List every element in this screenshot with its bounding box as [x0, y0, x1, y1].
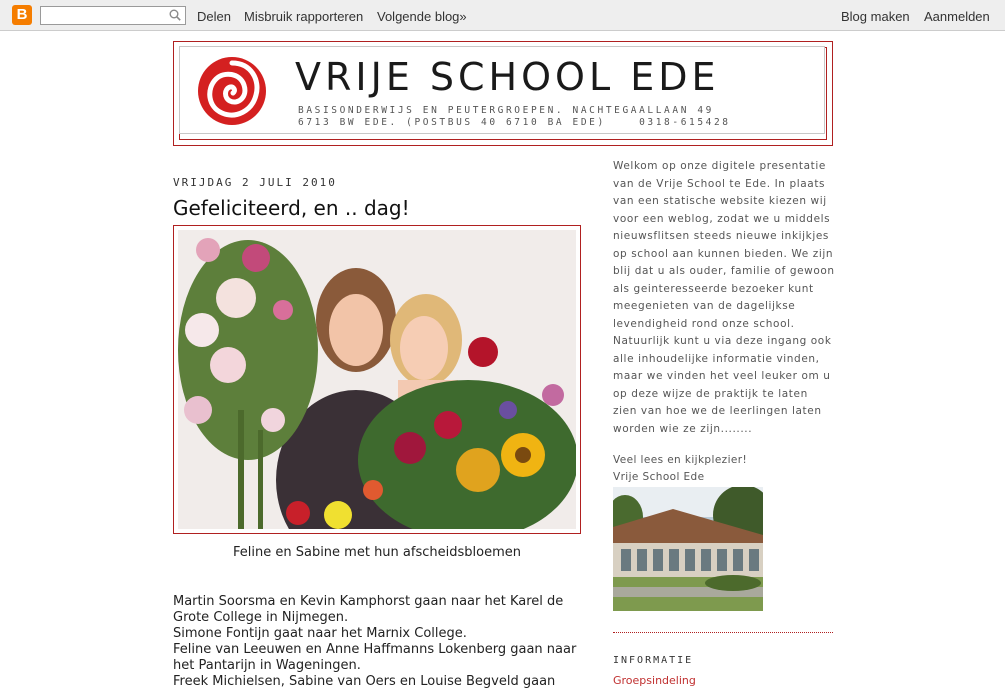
description-line: 6713 BW EDE. (POSTBUS 40 6710 BA EDE) 0318-615428 [298, 117, 731, 128]
sidebar [613, 158, 835, 687]
school-building-photo[interactable] [613, 487, 763, 611]
post-paragraph: Martin Soorsma en Kevin Kamphorst gaan naar het Karel de Grote College in Nijmegen. [173, 594, 564, 625]
sidebar-divider [613, 632, 833, 633]
rose-logo-icon [196, 55, 268, 127]
blogger-navbar [0, 0, 1005, 31]
blog-header [173, 41, 833, 146]
intro-text: Welkom op onze digitele presentatie van de Vrije School te Ede. In plaats van een statische website kiezen wij voor een weblog, zodat we u middels nieuwsflitsen steeds nieuwe inkijkjes op school aan kunnen bieden. We zijn blij dat u als ouder, familie of gewoon als geinteresseerde bezoeker kunt meegenieten van de dagelijkse levendigheid rond onze school. Natuurlijk kunt u via deze ingang ook alle inhoudelijke informatie vinden, maar we vinden het veel leuker om u op deze wijze de praktijk te laten zien van hoe we de leerlingen laten worden wie ze zijn........ [613, 160, 835, 435]
widget-title: INFORMATIE [613, 655, 694, 666]
description-line: BASISONDERWIJS EN PEUTERGROEPEN. NACHTEGAALLAAN 49 [298, 105, 714, 116]
sign-in-link[interactable]: Aanmelden [924, 9, 990, 24]
greeting [613, 452, 747, 486]
greeting-signature: Vrije School Ede [613, 471, 705, 483]
post-title[interactable]: Gefeliciteerd, en .. dag! [173, 196, 410, 220]
post-photo-frame[interactable] [173, 225, 581, 534]
post-paragraph: Simone Fontijn gaat naar het Marnix College. [173, 626, 467, 641]
school-photo-illustration [613, 487, 763, 611]
greeting-line: Veel lees en kijkplezier! [613, 454, 748, 466]
blog-description [298, 105, 731, 129]
blogger-logo-icon[interactable]: B [12, 5, 32, 25]
header-banner[interactable] [179, 46, 825, 134]
flowers-photo-illustration [178, 230, 576, 529]
post-paragraph: Freek Michielsen, Sabine van Oers en Louise Begveld gaan [173, 674, 556, 689]
post-photo[interactable] [178, 230, 576, 529]
blog-title[interactable]: VRIJE SCHOOL EDE [295, 55, 720, 99]
post-date: VRIJDAG 2 JULI 2010 [173, 176, 337, 189]
groepsindeling-link[interactable]: Groepsindeling [613, 674, 696, 687]
search-input[interactable] [41, 7, 167, 24]
search-icon[interactable] [169, 9, 181, 21]
report-abuse-link[interactable]: Misbruik rapporteren [244, 9, 364, 24]
next-blog-link[interactable]: Volgende blog» [377, 9, 467, 24]
share-link[interactable]: Delen [197, 9, 231, 24]
post-paragraph: Feline van Leeuwen en Anne Haffmanns Lokenberg gaan naar het Pantarijn in Wageningen. [173, 642, 577, 673]
search-box[interactable] [40, 6, 186, 25]
create-blog-link[interactable]: Blog maken [841, 9, 910, 24]
photo-caption: Feline en Sabine met hun afscheidsbloemen [233, 545, 521, 560]
post-body [173, 594, 583, 690]
